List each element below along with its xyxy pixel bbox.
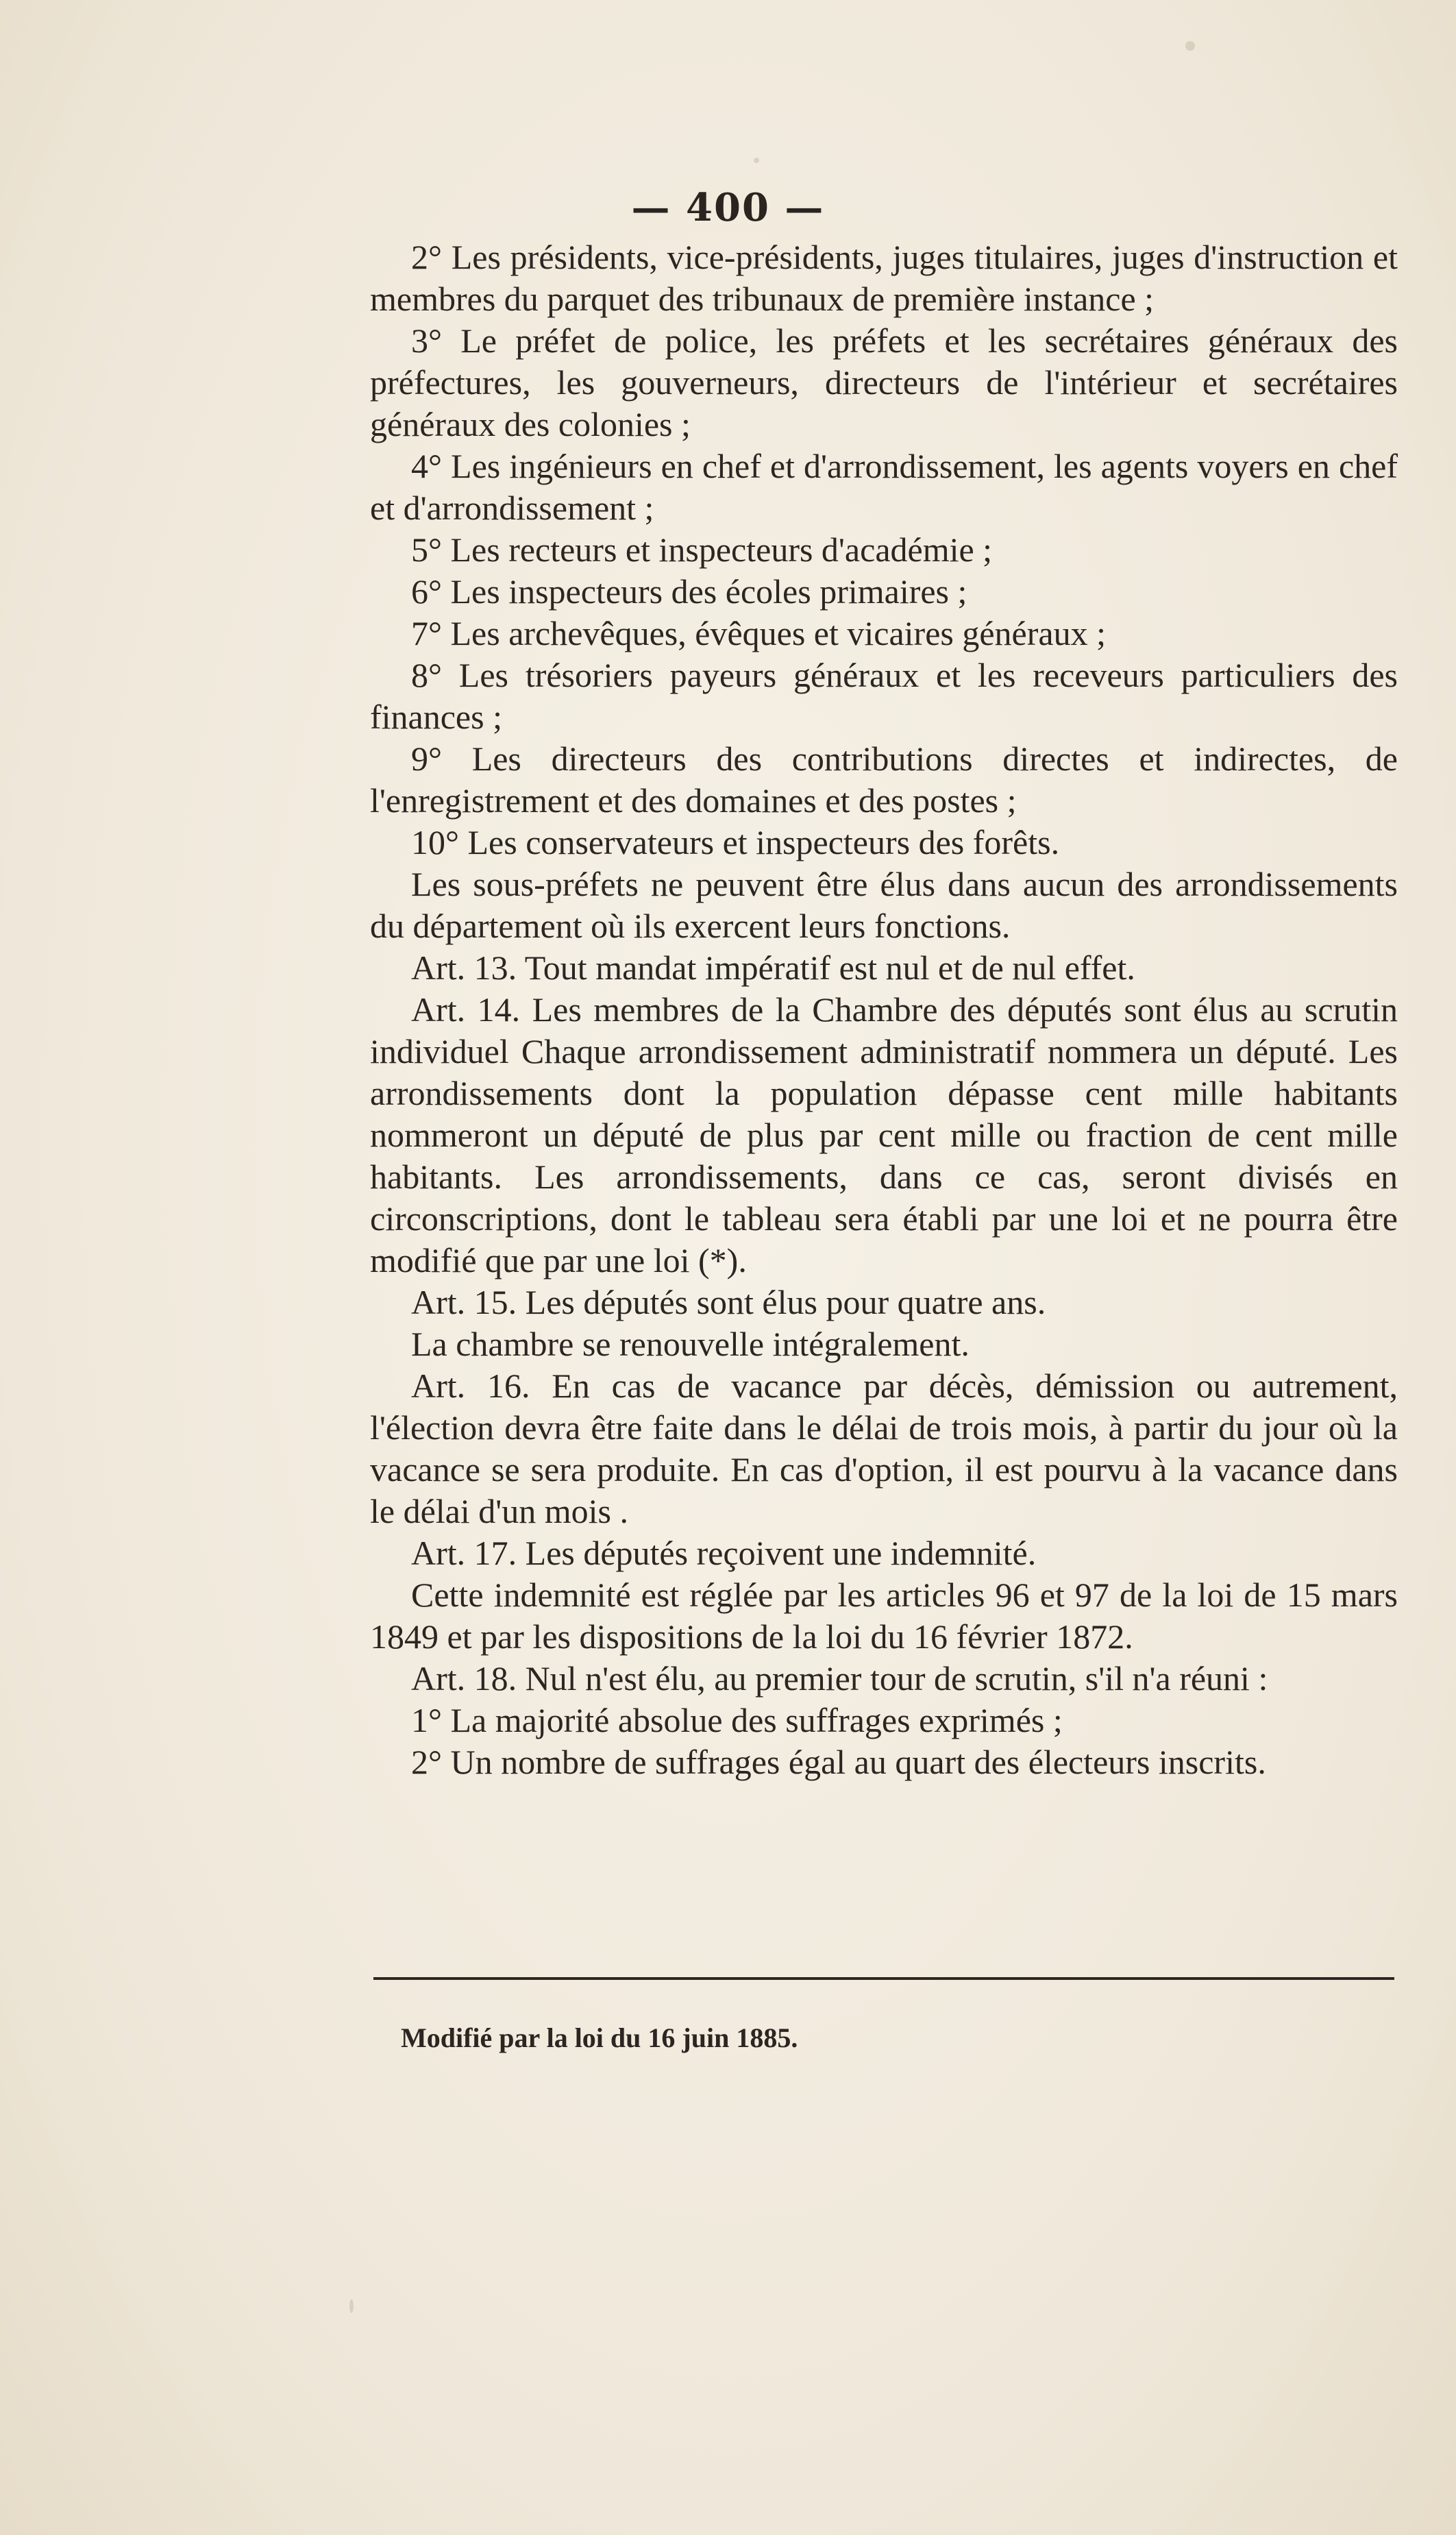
- paragraph: 1° La majorité absolue des suffrages exprimés ;: [411, 1701, 1063, 1739]
- paper-stain: [1185, 41, 1195, 51]
- paragraph: 4° Les ingénieurs en chef et d'arrondissement, les agents voyers en chef et d'arrondissement ;: [370, 447, 1398, 527]
- page-number: — 400 —: [631, 185, 825, 230]
- paragraph: 8° Les trésoriers payeurs généraux et les receveurs particuliers des finances ;: [370, 656, 1398, 736]
- paragraph: 5° Les recteurs et inspecteurs d'académie ;: [411, 530, 993, 569]
- paragraph: 2° Les présidents, vice-présidents, juges titulaires, juges d'instruction et membres du parquet des tribunaux de première instance ;: [370, 238, 1398, 318]
- paragraph: 9° Les directeurs des contributions directes et indirectes, de l'enregistrement et des domaines et des postes ;: [370, 739, 1398, 820]
- paper-stain: [754, 158, 759, 163]
- paragraph: Les sous-préfets ne peuvent être élus dans aucun des arrondissements du département où ils exercent leurs fonctions.: [370, 865, 1398, 945]
- paragraph: Cette indemnité est réglée par les articles 96 et 97 de la loi de 15 mars 1849 et par les dispositions de la loi du 16 février 1872.: [370, 1576, 1398, 1656]
- paper-stain: [349, 2299, 354, 2313]
- article-16: Art. 16. En cas de vacance par décès, démission ou autrement, l'élection devra être faite dans le délai de trois mois, à partir du jour où la vacance se sera produite. En cas d'option, il est pourvu à la vacance dans le délai d'un mois .: [370, 1367, 1398, 1530]
- paragraph: 10° Les conservateurs et inspecteurs des forêts.: [411, 823, 1060, 861]
- paragraph: 6° Les inspecteurs des écoles primaires ;: [411, 572, 967, 611]
- footnote-rule: [373, 1977, 1394, 1980]
- footnote: Modifié par la loi du 16 juin 1885.: [401, 2022, 798, 2053]
- paragraph: La chambre se renouvelle intégralement.: [411, 1325, 970, 1363]
- body-text: [370, 236, 1398, 1783]
- article-18: Art. 18. Nul n'est élu, au premier tour de scrutin, s'il n'a réuni :: [411, 1659, 1268, 1698]
- article-13: Art. 13. Tout mandat impératif est nul et de nul effet.: [411, 948, 1135, 987]
- paragraph: 3° Le préfet de police, les préfets et les secrétaires généraux des préfectures, les gouverneurs, directeurs de l'intérieur et secrétaires généraux des colonies ;: [370, 321, 1398, 443]
- paragraph: 7° Les archevêques, évêques et vicaires généraux ;: [411, 614, 1106, 652]
- paragraph: 2° Un nombre de suffrages égal au quart des électeurs inscrits.: [411, 1743, 1266, 1781]
- article-15: Art. 15. Les députés sont élus pour quatre ans.: [411, 1283, 1046, 1321]
- article-14: Art. 14. Les membres de la Chambre des députés sont élus au scrutin individuel Chaque arrondissement administratif nommera un député. Les arrondissements dont la population dépasse cent mille habitants nommeront un député de plus par cent mille ou fraction de cent mille habitants. Les arrondissements, dans ce cas, seront divisés en circonscriptions, dont le tableau sera établi par une loi et ne pourra être modifié que par une loi (*).: [370, 990, 1398, 1279]
- article-17: Art. 17. Les députés reçoivent une indemnité.: [411, 1534, 1037, 1572]
